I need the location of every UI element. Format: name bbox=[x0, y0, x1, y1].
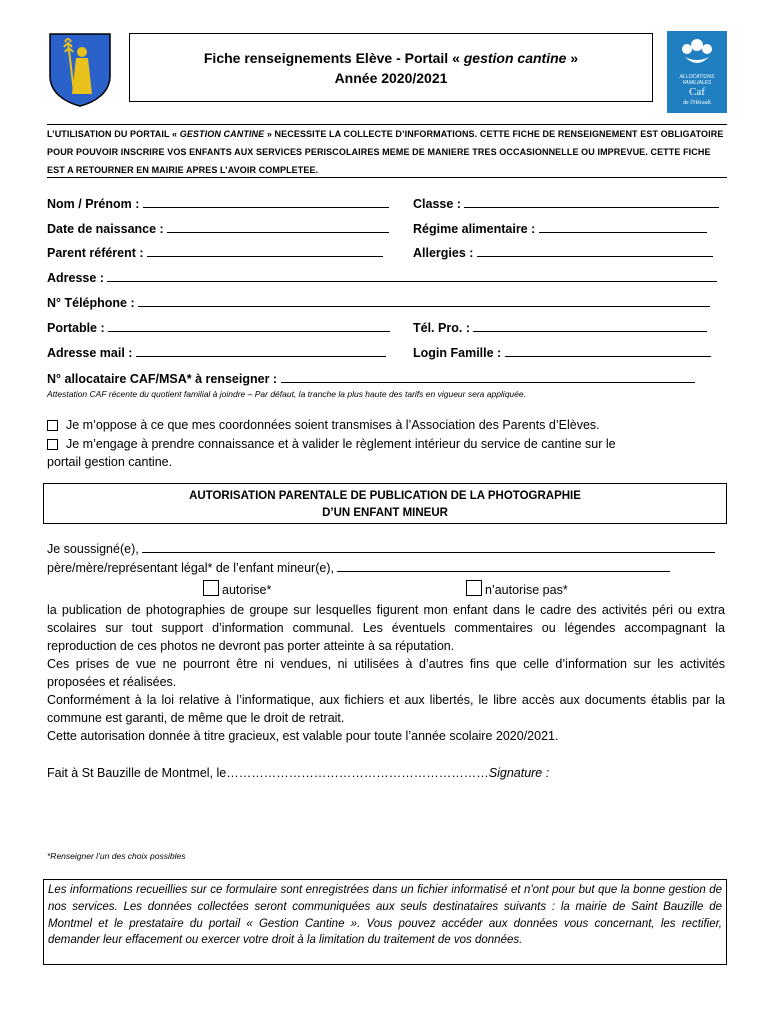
login-label: Login Famille : bbox=[413, 346, 502, 360]
caf-line2: FAMILIALES bbox=[682, 80, 712, 86]
form-title: Fiche renseignements Elève - Portail « gestion cantine » bbox=[203, 50, 579, 66]
autorise-option bbox=[203, 580, 271, 599]
soussigne-input[interactable] bbox=[142, 539, 715, 553]
portable-input[interactable] bbox=[108, 318, 390, 332]
field-tel-pro bbox=[413, 318, 707, 338]
authorization-paragraph-4: Cette autorisation donnée à titre gracieux, est valable pour toute l’année scolaire 2020/2021. bbox=[47, 729, 559, 743]
attestation-note: Attestation CAF récente du quotient familial à joindre – Par défaut, la tranche la plus haute des tarifs en vigueur sera appliquée. bbox=[47, 389, 526, 399]
field-login bbox=[413, 343, 711, 363]
municipal-crest-logo bbox=[48, 32, 112, 108]
field-telephone bbox=[47, 293, 710, 313]
engage-statement bbox=[47, 435, 727, 471]
field-naissance bbox=[47, 219, 389, 239]
form-title-box bbox=[129, 33, 653, 102]
parent-label: Parent référent : bbox=[47, 246, 144, 260]
mail-label: Adresse mail : bbox=[47, 346, 133, 360]
nautorise-label: n’autorise pas* bbox=[485, 583, 568, 597]
regime-input[interactable] bbox=[539, 219, 707, 233]
fait-a-label[interactable]: Fait à St Bauzille de Montmel, le……………………………………………………… bbox=[47, 766, 489, 780]
regime-label: Régime alimentaire : bbox=[413, 222, 536, 236]
pere-line bbox=[47, 558, 670, 577]
signature-label: Signature : bbox=[488, 766, 550, 780]
authorization-title-line1: AUTORISATION PARENTALE DE PUBLICATION DE LA PHOTOGRAPHIE bbox=[189, 490, 581, 502]
classe-input[interactable] bbox=[464, 194, 719, 208]
mail-input[interactable] bbox=[136, 343, 386, 357]
autorise-checkbox[interactable] bbox=[203, 580, 219, 596]
authorization-paragraph-3: Conformément à la loi relative à l’informatique, aux fichiers et aux libertés, le libre accès aux documents établis par la commune est garanti, de même que le droit de retrait. bbox=[47, 693, 725, 725]
parent-input[interactable] bbox=[147, 243, 383, 257]
intro-notice: L’UTILISATION DU PORTAIL « GESTION CANTINE » NECESSITE LA COLLECTE D’INFORMATIONS. CETTE FICHE DE RENSEIGNEMENT EST OBLIGATOIRE POUR POUVOIR INSCRIRE VOS ENFANTS AUX SERVICES PERISCOLAIRES MEME DE MANIERE TRES OCCASIONNELLE OU IMPREVUE. CETTE FICHE EST A RETOURNER EN MAIRIE APRES L’AVOIR COMPLETEE. bbox=[47, 124, 727, 178]
authorization-paragraph-1: la publication de photographies de groupe sur lesquelles figurent mon enfant dans le cadre des activités péri ou extra scolaires sur tout support d’information communal. Les éventuels commentaires ou légendes accompagnant la reproduction de ces photos ne devront pas porter atteinte à sa réputation. bbox=[47, 603, 725, 653]
caf-logo bbox=[667, 31, 727, 113]
oppose-checkbox[interactable] bbox=[47, 420, 58, 431]
footnote: *Renseigner l’un des choix possibles bbox=[47, 851, 186, 861]
authorization-title-line2: D’UN ENFANT MINEUR bbox=[322, 507, 448, 519]
telephone-label: N° Téléphone : bbox=[47, 296, 135, 310]
portable-label: Portable : bbox=[47, 321, 105, 335]
enfant-input[interactable] bbox=[337, 558, 670, 572]
caf-dept: de l'Hérault bbox=[683, 100, 711, 106]
engage-checkbox[interactable] bbox=[47, 439, 58, 450]
soussigne-line bbox=[47, 539, 715, 558]
oppose-text: Je m’oppose à ce que mes coordonnées soient transmises à l’Association des Parents d’Elèves. bbox=[66, 418, 600, 432]
field-nom bbox=[47, 194, 389, 214]
field-regime bbox=[413, 219, 707, 239]
engage-text-line2: portail gestion cantine. bbox=[47, 455, 173, 469]
naissance-label: Date de naissance : bbox=[47, 222, 164, 236]
authorization-paragraphs bbox=[47, 601, 725, 745]
field-portable bbox=[47, 318, 390, 338]
school-year: Année 2020/2021 bbox=[334, 70, 448, 86]
nom-label: Nom / Prénom : bbox=[47, 197, 140, 211]
allocataire-label: N° allocataire CAF/MSA* à renseigner : bbox=[47, 372, 278, 386]
telephone-input[interactable] bbox=[138, 293, 710, 307]
fait-line bbox=[47, 764, 549, 782]
soussigne-label: Je soussigné(e), bbox=[47, 542, 139, 556]
nom-input[interactable] bbox=[143, 194, 389, 208]
caf-line1: ALLOCATIONS bbox=[679, 74, 715, 80]
tel-pro-input[interactable] bbox=[473, 318, 707, 332]
field-mail bbox=[47, 343, 386, 363]
allocataire-input[interactable] bbox=[281, 369, 695, 383]
caf-emblem-icon bbox=[677, 35, 717, 69]
nautorise-option bbox=[466, 580, 568, 599]
field-classe bbox=[413, 194, 719, 214]
engage-text-line1: Je m’engage à prendre connaissance et à valider le règlement intérieur du service de cantine sur le bbox=[66, 437, 616, 451]
caf-name: Caf bbox=[689, 86, 705, 98]
field-parent bbox=[47, 243, 383, 263]
field-allergies bbox=[413, 243, 713, 263]
allergies-label: Allergies : bbox=[413, 246, 474, 260]
pere-label: père/mère/représentant légal* de l’enfant mineur(e), bbox=[47, 561, 334, 575]
authorization-paragraph-2: Ces prises de vue ne pourront être ni vendues, ni utilisées à d’autres fins que celle d’information sur les activités proposées et réalisées. bbox=[47, 657, 725, 689]
autorise-label: autorise* bbox=[222, 583, 272, 597]
tel-pro-label: Tél. Pro. : bbox=[413, 321, 470, 335]
nautorise-checkbox[interactable] bbox=[466, 580, 482, 596]
photo-authorization-header bbox=[43, 483, 727, 524]
gdpr-notice: Les informations recueillies sur ce formulaire sont enregistrées dans un fichier informatisé et n'ont pour but que la bonne gestion de nos services. Les données collectées seront communiquées aux seuls destinataires suivants : la mairie de Saint Bauzille de Montmel et le prestataire du portail « Gestion Cantine ». Vous pouvez accéder aux données vous concernant, les rectifier, demander leur effacement ou exercer votre droit à la limitation du traitement de vos données. bbox=[43, 879, 727, 965]
oppose-statement bbox=[47, 416, 727, 434]
field-adresse bbox=[47, 268, 717, 288]
adresse-label: Adresse : bbox=[47, 271, 104, 285]
field-allocataire bbox=[47, 369, 695, 389]
naissance-input[interactable] bbox=[167, 219, 389, 233]
allergies-input[interactable] bbox=[477, 243, 713, 257]
classe-label: Classe : bbox=[413, 197, 461, 211]
login-input[interactable] bbox=[505, 343, 711, 357]
adresse-input[interactable] bbox=[107, 268, 717, 282]
